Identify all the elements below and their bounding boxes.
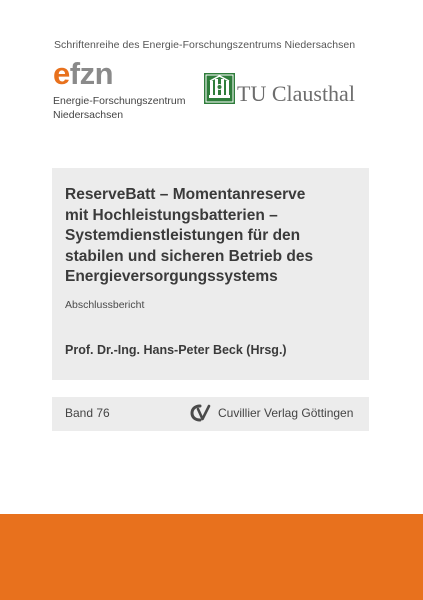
- efzn-wordmark-e: e: [53, 56, 70, 91]
- band-number: Band 76: [65, 406, 110, 420]
- tu-clausthal-name: TU Clausthal: [237, 81, 355, 106]
- efzn-name-line1: Energie-Forschungszentrum: [53, 95, 186, 107]
- tu-clausthal-crest-icon: [204, 73, 235, 104]
- efzn-wordmark: [53, 58, 113, 89]
- title-box: [52, 168, 369, 380]
- publisher-name: Cuvillier Verlag Göttingen: [218, 406, 354, 420]
- efzn-name-line2: Niedersachsen: [53, 109, 124, 121]
- book-editor: Prof. Dr.-Ing. Hans-Peter Beck (Hrsg.): [65, 343, 287, 357]
- tu-clausthal-logo: [204, 73, 374, 109]
- book-title-line: Systemdienstleistungen für den: [65, 227, 301, 244]
- series-title: Schriftenreihe des Energie-Forschungszentrums Niedersachsen: [54, 39, 356, 51]
- book-title: [65, 185, 361, 288]
- book-title-line: mit Hochleistungsbatterien –: [65, 206, 278, 224]
- cuvillier-logo-icon: [189, 403, 211, 423]
- book-title-line: ReserveBatt – Momentanreserve: [65, 186, 306, 203]
- efzn-logo: [53, 56, 203, 124]
- efzn-wordmark-fzn: fzn: [69, 56, 114, 91]
- band-box: [52, 397, 369, 431]
- book-title-line: Energieversorgungssystems: [65, 268, 278, 285]
- book-title-line: stabilen und sicheren Betrieb des: [65, 247, 314, 265]
- book-subtitle: Abschlussbericht: [65, 299, 145, 311]
- orange-footer-band: [0, 514, 423, 600]
